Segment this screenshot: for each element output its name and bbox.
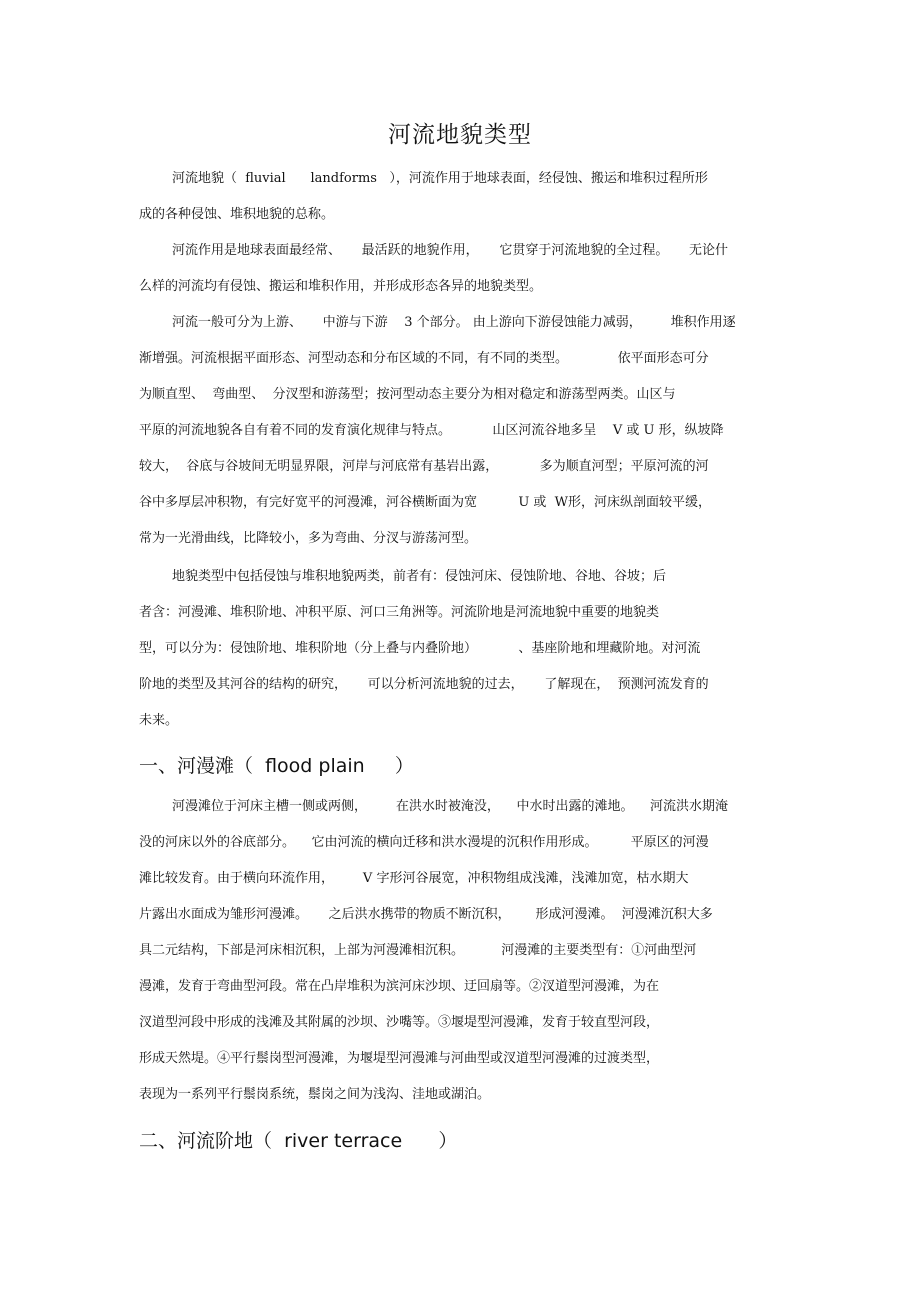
section-heading-flood-plain: 一、河漫滩（ flood plain ） [139, 755, 414, 777]
paragraph-line: 成的各种侵蚀、堆积地貌的总称。 [139, 207, 335, 222]
paragraph-line: 没的河床以外的谷底部分。 它由河流的横向迁移和洪水漫堤的沉积作用形成。 平原区的河漫 [139, 835, 709, 850]
paragraph-line: 滩比较发育。由于横向环流作用， V 字形河谷展宽，冲积物组成浅滩，浅滩加宽，枯水期大 [139, 871, 689, 886]
paragraph-line: 常为一光滑曲线，比降较小，多为弯曲、分汊与游荡河型。 [139, 531, 478, 546]
paragraph-line: 者含：河漫滩、堆积阶地、冲积平原、河口三角洲等。河流阶地是河流地貌中重要的地貌类 [139, 605, 660, 620]
paragraph-line: 渐增强。河流根据平面形态、河型动态和分布区域的不同，有不同的类型。 依平面形态可分 [139, 351, 709, 366]
paragraph-line: 河流作用是地球表面最经常、 最活跃的地貌作用， 它贯穿于河流地貌的全过程。 无论什 [172, 243, 728, 258]
paragraph-line: 地貌类型中包括侵蚀与堆积地貌两类，前者有：侵蚀河床、侵蚀阶地、谷地、谷坡；后 [172, 569, 667, 584]
paragraph-line: 片露出水面成为雏形河漫滩。 之后洪水携带的物质不断沉积， 形成河漫滩。 河漫滩沉积大多 [139, 907, 713, 922]
paragraph-line: 汊道型河段中形成的浅滩及其附属的沙坝、沙嘴等。③堰堤型河漫滩，发育于较直型河段， [139, 1015, 660, 1030]
document-title: 河流地貌类型 [388, 122, 532, 148]
paragraph-line: 阶地的类型及其河谷的结构的研究， 可以分析河流地貌的过去， 了解现在， 预测河流发育的 [139, 677, 709, 692]
paragraph-line: 为顺直型、 弯曲型、 分汊型和游荡型；按河型动态主要分为相对稳定和游荡型两类。山区与 [139, 387, 676, 402]
paragraph-line: 较大， 谷底与谷坡间无明显界限，河岸与河底常有基岩出露， 多为顺直河型；平原河流的河 [139, 459, 709, 474]
paragraph-line: 河流地貌（ fluvial landforms ），河流作用于地球表面，经侵蚀、搬运和堆积过程所形 [172, 171, 708, 186]
paragraph-line: 具二元结构，下部是河床相沉积，上部为河漫滩相沉积。 河漫滩的主要类型有：①河曲型河 [139, 943, 697, 958]
paragraph-line: 表现为一系列平行鬃岗系统，鬃岗之间为浅沟、洼地或湖泊。 [139, 1087, 491, 1102]
paragraph-line: 型，可以分为：侵蚀阶地、堆积阶地（分上叠与内叠阶地） 、基座阶地和埋藏阶地。对河流 [139, 641, 701, 656]
section-heading-river-terrace: 二、河流阶地（ river terrace ） [139, 1130, 458, 1152]
paragraph-line: 平原的河流地貌各自有着不同的发育演化规律与特点。 山区河流谷地多呈 V 或 U 形，纵坡降 [139, 423, 724, 438]
paragraph-line: 形成天然堤。④平行鬃岗型河漫滩，为堰堤型河漫滩与河曲型或汊道型河漫滩的过渡类型， [139, 1051, 660, 1066]
paragraph-line: 河流一般可分为上游、 中游与下游 3 个部分。 由上游向下游侵蚀能力减弱， 堆积作用逐 [172, 315, 736, 330]
paragraph-line: 漫滩，发育于弯曲型河段。常在凸岸堆积为滨河床沙坝、迂回扇等。②汊道型河漫滩，为在 [139, 979, 660, 994]
paragraph-line: 河漫滩位于河床主槽一侧或两侧， 在洪水时被淹没， 中水时出露的滩地。 河流洪水期淹 [172, 799, 728, 814]
paragraph-line: 未来。 [139, 713, 179, 728]
paragraph-line: 么样的河流均有侵蚀、搬运和堆积作用，并形成形态各异的地貌类型。 [139, 279, 543, 294]
paragraph-line: 谷中多厚层冲积物，有完好宽平的河漫滩，河谷横断面为宽 U 或 W形，河床纵剖面较平缓， [139, 495, 712, 510]
